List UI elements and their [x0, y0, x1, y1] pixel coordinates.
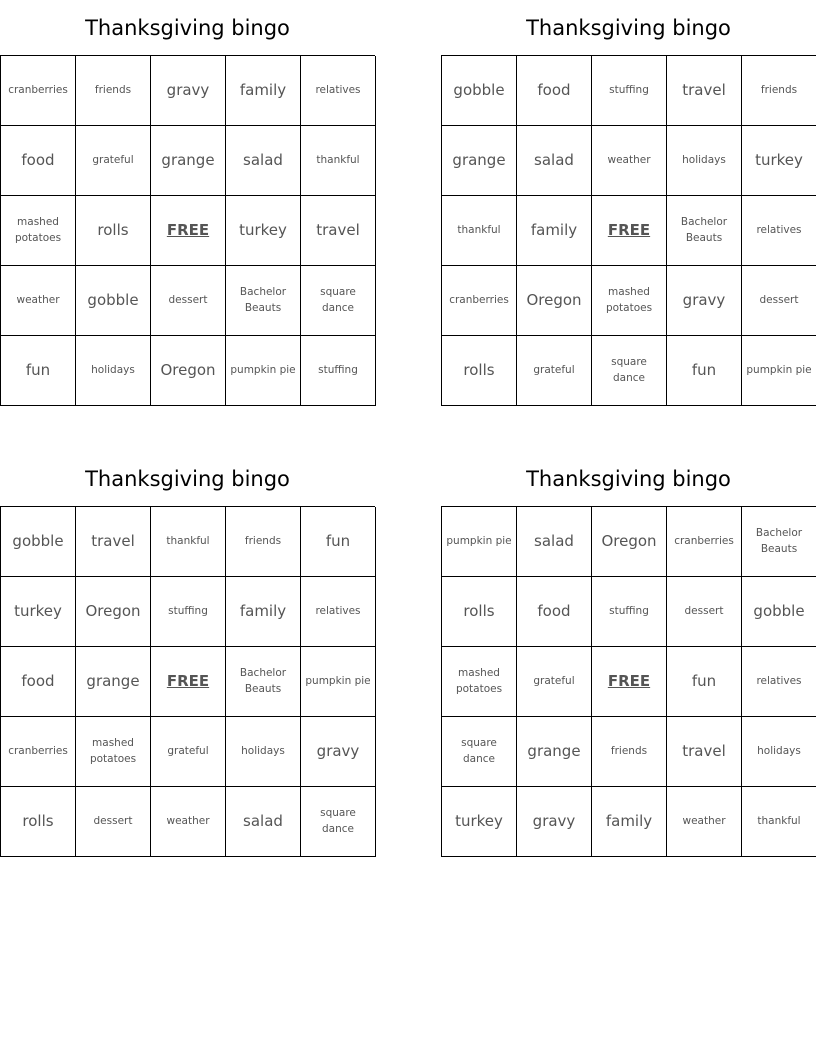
- bingo-cell: Oregon: [592, 507, 667, 577]
- bingo-cell: friends: [76, 56, 151, 126]
- bingo-cell: salad: [517, 126, 592, 196]
- bingo-cell: fun: [667, 647, 742, 717]
- bingo-cell: salad: [226, 126, 301, 196]
- bingo-cell: turkey: [742, 126, 816, 196]
- bingo-cell: family: [592, 787, 667, 857]
- bingo-cell: pumpkin pie: [742, 336, 816, 406]
- bingo-cell: food: [1, 126, 76, 196]
- bingo-cell: square dance: [301, 266, 376, 336]
- bingo-cell: cranberries: [1, 56, 76, 126]
- bingo-cell: rolls: [1, 787, 76, 857]
- bingo-cell: stuffing: [301, 336, 376, 406]
- bingo-cell: dessert: [667, 577, 742, 647]
- bingo-cell: family: [226, 56, 301, 126]
- bingo-cell: turkey: [442, 787, 517, 857]
- bingo-cell: mashed potatoes: [1, 196, 76, 266]
- free-space: FREE: [592, 196, 667, 266]
- bingo-cell: relatives: [301, 577, 376, 647]
- bingo-cell: turkey: [1, 577, 76, 647]
- bingo-cell: holidays: [226, 717, 301, 787]
- bingo-cell: square dance: [592, 336, 667, 406]
- bingo-cell: family: [226, 577, 301, 647]
- bingo-cell: gobble: [1, 507, 76, 577]
- card-title: Thanksgiving bingo: [85, 467, 290, 491]
- bingo-cell: food: [517, 56, 592, 126]
- bingo-cell: rolls: [442, 336, 517, 406]
- bingo-cell: stuffing: [151, 577, 226, 647]
- bingo-cell: gravy: [301, 717, 376, 787]
- bingo-cell: gravy: [667, 266, 742, 336]
- free-space: FREE: [151, 196, 226, 266]
- bingo-cell: mashed potatoes: [76, 717, 151, 787]
- bingo-cell: grateful: [76, 126, 151, 196]
- bingo-cell: Bachelor Beauts: [226, 266, 301, 336]
- bingo-cell: weather: [151, 787, 226, 857]
- bingo-cell: holidays: [76, 336, 151, 406]
- bingo-cell: gravy: [151, 56, 226, 126]
- bingo-cell: relatives: [742, 196, 816, 266]
- free-space: FREE: [592, 647, 667, 717]
- bingo-cell: gobble: [442, 56, 517, 126]
- bingo-cell: relatives: [742, 647, 816, 717]
- bingo-cell: grateful: [517, 647, 592, 717]
- bingo-cell: Bachelor Beauts: [667, 196, 742, 266]
- bingo-cell: cranberries: [442, 266, 517, 336]
- bingo-cell: stuffing: [592, 577, 667, 647]
- bingo-cell: dessert: [151, 266, 226, 336]
- bingo-cell: gravy: [517, 787, 592, 857]
- bingo-cell: weather: [592, 126, 667, 196]
- bingo-cell: cranberries: [1, 717, 76, 787]
- bingo-grid: [441, 55, 816, 406]
- bingo-cell: thankful: [151, 507, 226, 577]
- bingo-cell: pumpkin pie: [442, 507, 517, 577]
- bingo-cell: thankful: [442, 196, 517, 266]
- bingo-cell: friends: [742, 56, 816, 126]
- card-title: Thanksgiving bingo: [85, 16, 290, 40]
- bingo-cell: weather: [667, 787, 742, 857]
- bingo-cell: dessert: [76, 787, 151, 857]
- bingo-cell: travel: [76, 507, 151, 577]
- bingo-cell: rolls: [442, 577, 517, 647]
- bingo-cell: stuffing: [592, 56, 667, 126]
- bingo-cell: grange: [442, 126, 517, 196]
- bingo-cell: travel: [667, 56, 742, 126]
- bingo-cell: family: [517, 196, 592, 266]
- bingo-cell: salad: [517, 507, 592, 577]
- bingo-cell: thankful: [301, 126, 376, 196]
- bingo-cell: Oregon: [76, 577, 151, 647]
- bingo-cell: fun: [301, 507, 376, 577]
- bingo-cell: fun: [1, 336, 76, 406]
- bingo-cell: friends: [592, 717, 667, 787]
- bingo-cell: travel: [301, 196, 376, 266]
- bingo-cell: travel: [667, 717, 742, 787]
- bingo-cell: salad: [226, 787, 301, 857]
- bingo-cell: grateful: [517, 336, 592, 406]
- bingo-cell: food: [517, 577, 592, 647]
- bingo-cell: Bachelor Beauts: [226, 647, 301, 717]
- bingo-cell: dessert: [742, 266, 816, 336]
- bingo-cell: square dance: [301, 787, 376, 857]
- bingo-cell: gobble: [76, 266, 151, 336]
- bingo-cell: holidays: [742, 717, 816, 787]
- card-title: Thanksgiving bingo: [526, 16, 731, 40]
- bingo-cell: pumpkin pie: [226, 336, 301, 406]
- bingo-cell: grange: [517, 717, 592, 787]
- bingo-cell: gobble: [742, 577, 816, 647]
- card-title: Thanksgiving bingo: [526, 467, 731, 491]
- bingo-cell: fun: [667, 336, 742, 406]
- bingo-cell: square dance: [442, 717, 517, 787]
- bingo-cell: mashed potatoes: [442, 647, 517, 717]
- bingo-cell: rolls: [76, 196, 151, 266]
- bingo-cell: Bachelor Beauts: [742, 507, 816, 577]
- bingo-grid: [441, 506, 816, 857]
- bingo-cell: relatives: [301, 56, 376, 126]
- bingo-grid: [0, 506, 375, 857]
- bingo-cell: grange: [151, 126, 226, 196]
- bingo-cell: grange: [76, 647, 151, 717]
- bingo-cell: holidays: [667, 126, 742, 196]
- bingo-cell: turkey: [226, 196, 301, 266]
- bingo-cell: pumpkin pie: [301, 647, 376, 717]
- free-space: FREE: [151, 647, 226, 717]
- bingo-cell: Oregon: [151, 336, 226, 406]
- bingo-cell: food: [1, 647, 76, 717]
- bingo-cell: Oregon: [517, 266, 592, 336]
- bingo-grid: [0, 55, 375, 406]
- bingo-cell: mashed potatoes: [592, 266, 667, 336]
- bingo-cell: weather: [1, 266, 76, 336]
- bingo-cell: grateful: [151, 717, 226, 787]
- bingo-cell: cranberries: [667, 507, 742, 577]
- bingo-cell: thankful: [742, 787, 816, 857]
- bingo-cell: friends: [226, 507, 301, 577]
